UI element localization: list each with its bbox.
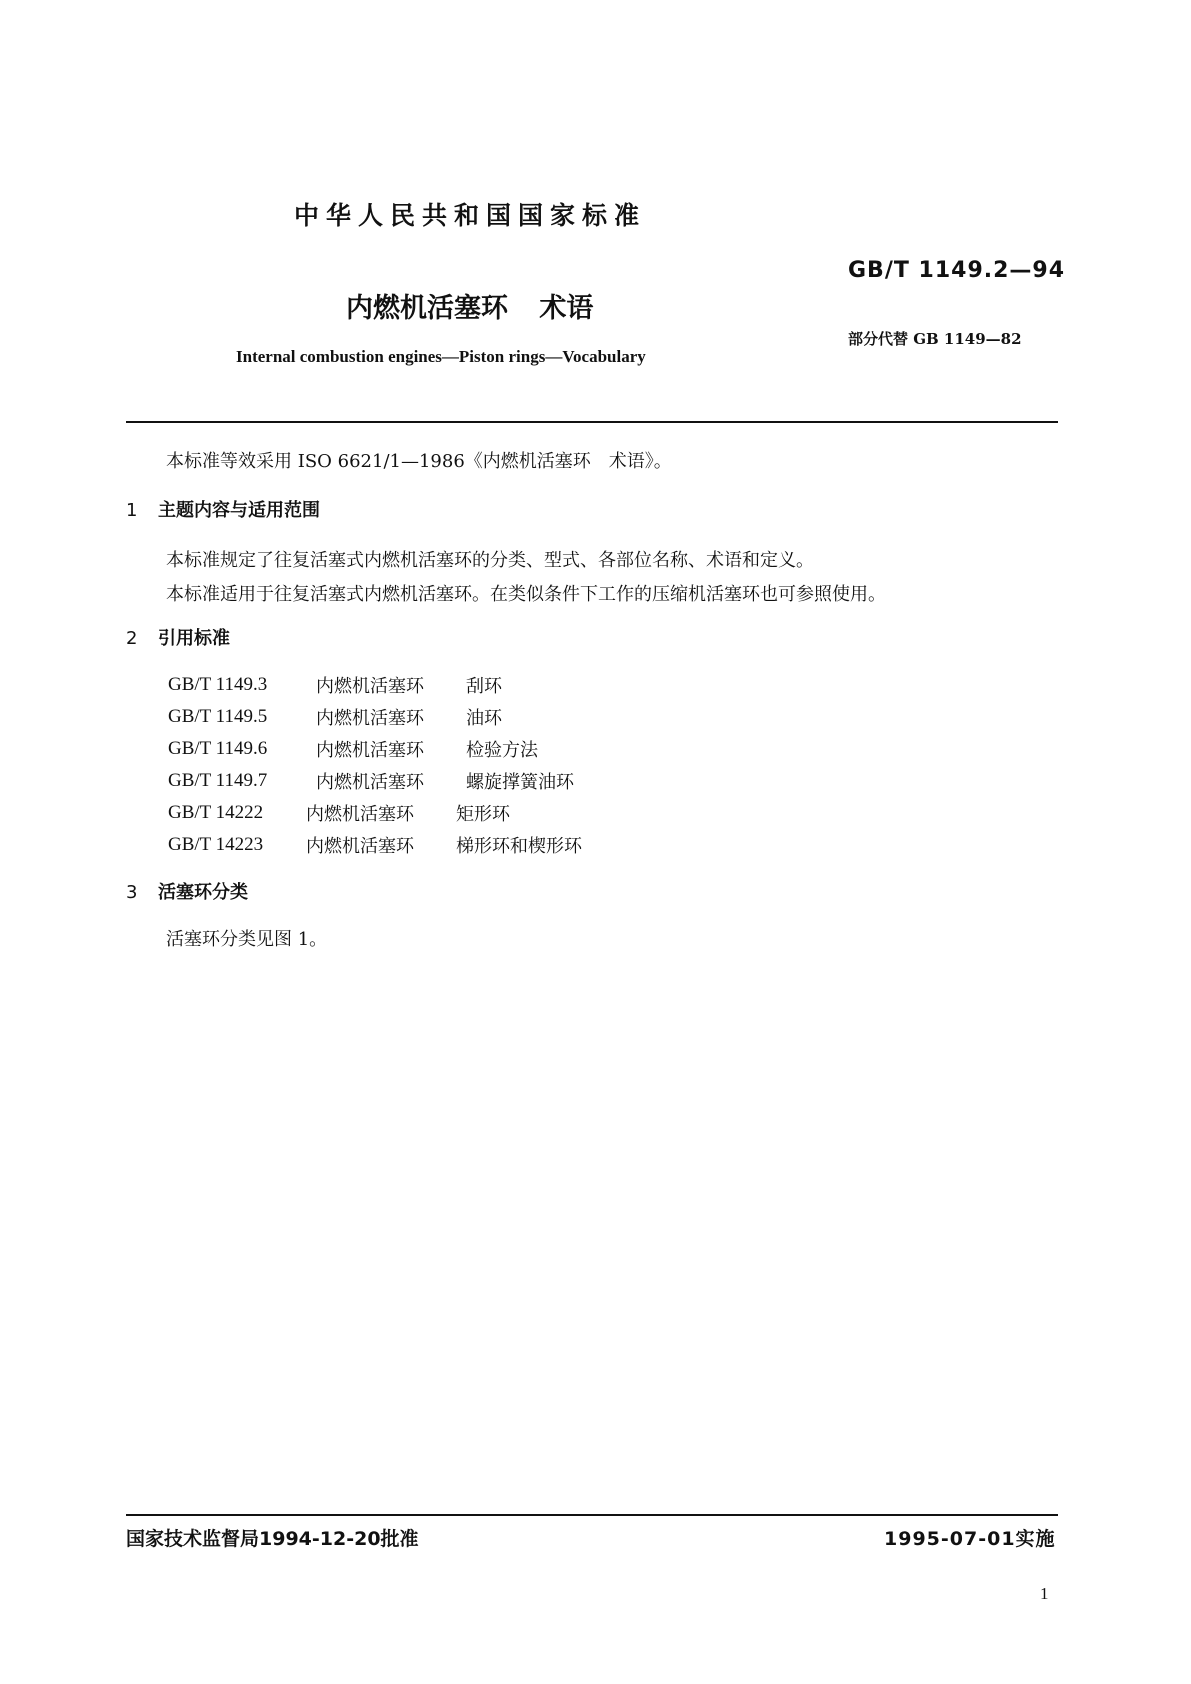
section-3-title: 活塞环分类 [158,882,248,903]
reference-title-sub: 检验方法 [466,740,538,761]
reference-title-main: 内燃机活塞环 [316,676,424,697]
reference-code: GB/T 14222 [168,802,264,823]
reference-code: GB/T 14223 [168,834,264,855]
section-2-title: 引用标准 [158,628,230,649]
reference-title-sub: 刮环 [466,676,502,697]
reference-item [168,669,582,701]
reference-item [168,733,582,765]
reference-title-sub: 油环 [466,708,502,729]
reference-title-sub: 螺旋撑簧油环 [466,772,574,793]
section-1-heading [126,496,320,522]
reference-code: GB/T 1149.7 [168,770,268,791]
reference-title-main: 内燃机活塞环 [306,804,414,825]
reference-title-main: 内燃机活塞环 [306,836,414,857]
reference-item [168,797,582,829]
intro-paragraph: 本标准等效采用 ISO 6621/1—1986《内燃机活塞环 术语》。 [166,451,672,472]
reference-title-main: 内燃机活塞环 [316,772,424,793]
section-3-paragraph-1: 活塞环分类见图 1。 [166,929,328,950]
section-3-heading [126,878,248,904]
section-1-paragraph-2: 本标准适用于往复活塞式内燃机活塞环。在类似条件下工作的压缩机活塞环也可参照使用。 [166,584,886,605]
reference-item [168,701,582,733]
national-standard-title: 中华人民共和国国家标准 [294,201,647,230]
reference-title-main: 内燃机活塞环 [316,708,424,729]
section-2-heading [126,624,230,650]
standard-number: GB/T 1149.2—94 [848,258,1066,283]
footer-divider [126,1514,1058,1516]
section-2-number: 2 [126,628,138,649]
reference-code: GB/T 1149.3 [168,674,268,695]
reference-item [168,829,582,861]
approval-date: 国家技术监督局1994-12-20批准 [126,1528,419,1550]
section-1-paragraph-1: 本标准规定了往复活塞式内燃机活塞环的分类、型式、各部位名称、术语和定义。 [166,550,814,571]
implementation-date: 1995-07-01实施 [884,1528,1056,1550]
section-3-number: 3 [126,882,138,903]
document-title-en: Internal combustion engines—Piston rings—Vocabulary [236,347,646,366]
replaces-note: 部分代替 GB 1149—82 [848,330,1022,348]
reference-title-sub: 梯形环和楔形环 [456,836,582,857]
reference-code: GB/T 1149.5 [168,706,268,727]
page-number: 1 [1040,1584,1049,1603]
reference-item [168,765,582,797]
document-title-cn: 内燃机活塞环 术语 [346,293,594,324]
header-divider [126,421,1058,423]
reference-title-sub: 矩形环 [456,804,510,825]
section-1-title: 主题内容与适用范围 [158,500,320,521]
reference-list [168,669,582,861]
section-1-number: 1 [126,500,138,521]
reference-title-main: 内燃机活塞环 [316,740,424,761]
reference-code: GB/T 1149.6 [168,738,268,759]
